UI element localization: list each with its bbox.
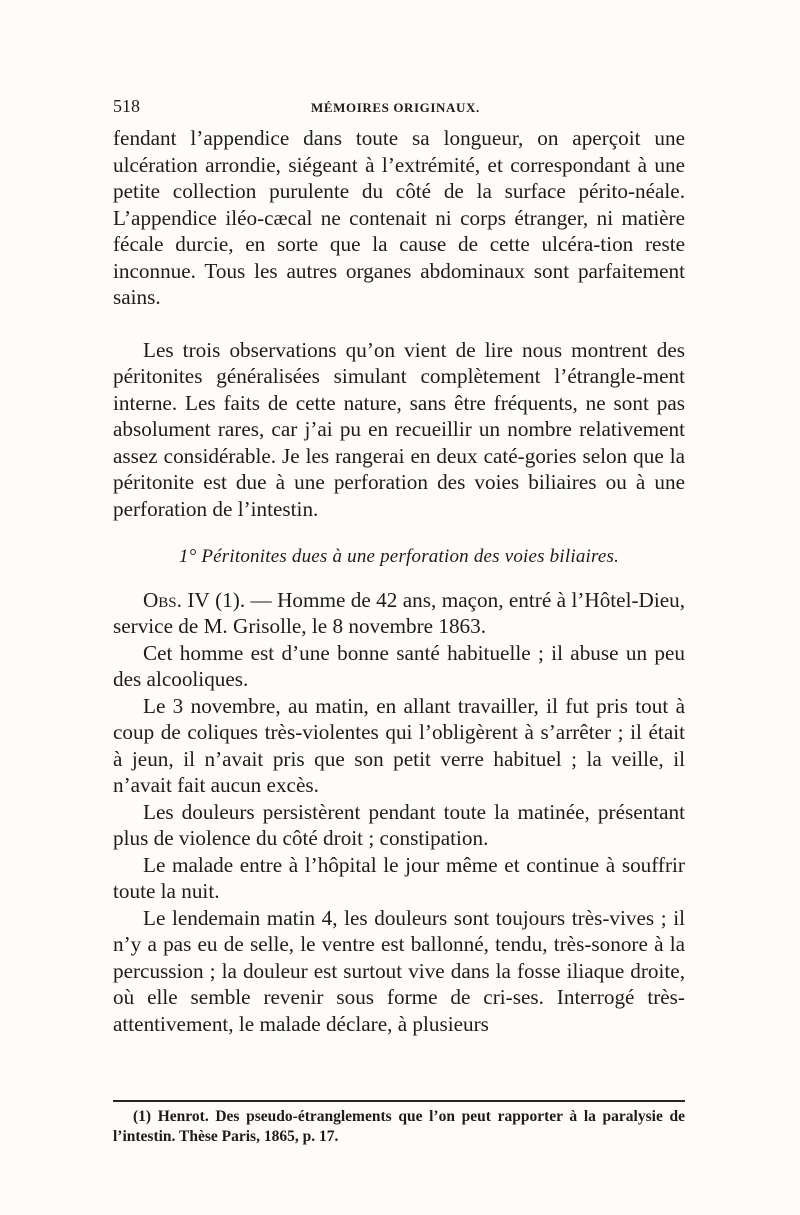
paragraph-6: Les douleurs persistèrent pendant toute la matinée, présentant plus de violence du côté droit ; constipation.: [113, 799, 685, 850]
paragraph-7: Le malade entre à l’hôpital le jour même et continue à souffrir toute la nuit.: [113, 852, 685, 903]
paragraph-1: fendant l’appendice dans toute sa longueur, on aperçoit une ulcération arrondie, siégeant à l’extrémité, et correspondant à une petite collection purulente du côté de la surface périto-néale. L’appendice iléo-cæcal ne contenait ni corps étranger, ni matière fécale durcie, en sorte que la cause de cette ulcéra-tion reste inconnue. Tous les autres organes abdominaux sont parfaitement sains.: [113, 126, 685, 309]
section-heading: 1° Péritonites dues à une perforation des voies biliaires.: [178, 546, 620, 567]
page-header: [113, 96, 683, 120]
observation-label: Obs. IV: [143, 587, 210, 612]
footnote: [113, 1107, 685, 1147]
paragraph-4: Cet homme est d’une bonne santé habituelle ; il abuse un peu des alcooliques.: [113, 640, 685, 691]
body-text: [113, 125, 685, 1037]
footnote-divider: [113, 1100, 685, 1102]
observation-text: (1). — Homme de 42 ans, maçon, entré à l’Hôtel-Dieu, service de M. Grisolle, le 8 novembre 1863.: [113, 587, 685, 638]
paragraph-8: Le lendemain matin 4, les douleurs sont toujours très-vives ; il n’y a pas eu de selle, le ventre est ballonné, tendu, très-sonore à la percussion ; la douleur est surtout vive dans la fosse iliaque droite, où elle semble revenir sous forme de cri-ses. Interrogé très-attentivement, le malade déclare, à plusieurs: [113, 905, 685, 1036]
paragraph-2: Les trois observations qu’on vient de lire nous montrent des péritonites généralisées simulant complètement l’étrangle-ment interne. Les faits de cette nature, sans être fréquents, ne sont pas absolument rares, car j’ai pu en recueillir un nombre relativement assez considérable. Je les rangerai en deux caté-gories selon que la péritonite est due à une perforation des voies biliaires ou à une perforation de l’intestin.: [113, 337, 685, 521]
running-head: MÉMOIRES ORIGINAUX.: [311, 100, 480, 115]
footnote-text: (1) Henrot. Des pseudo-étranglements que l’on peut rapporter à la paralysie de l’intestin. Thèse Paris, 1865, p. 17.: [113, 1108, 685, 1145]
page-number: 518: [113, 96, 140, 116]
paragraph-5: Le 3 novembre, au matin, en allant travailler, il fut pris tout à coup de coliques très-violentes qui l’obligèrent à s’arrêter ; il était à jeun, il n’avait pris que son petit verre habituel ; la veille, il n’avait fait aucun excès.: [113, 693, 685, 797]
observation-paragraph: [113, 587, 685, 640]
